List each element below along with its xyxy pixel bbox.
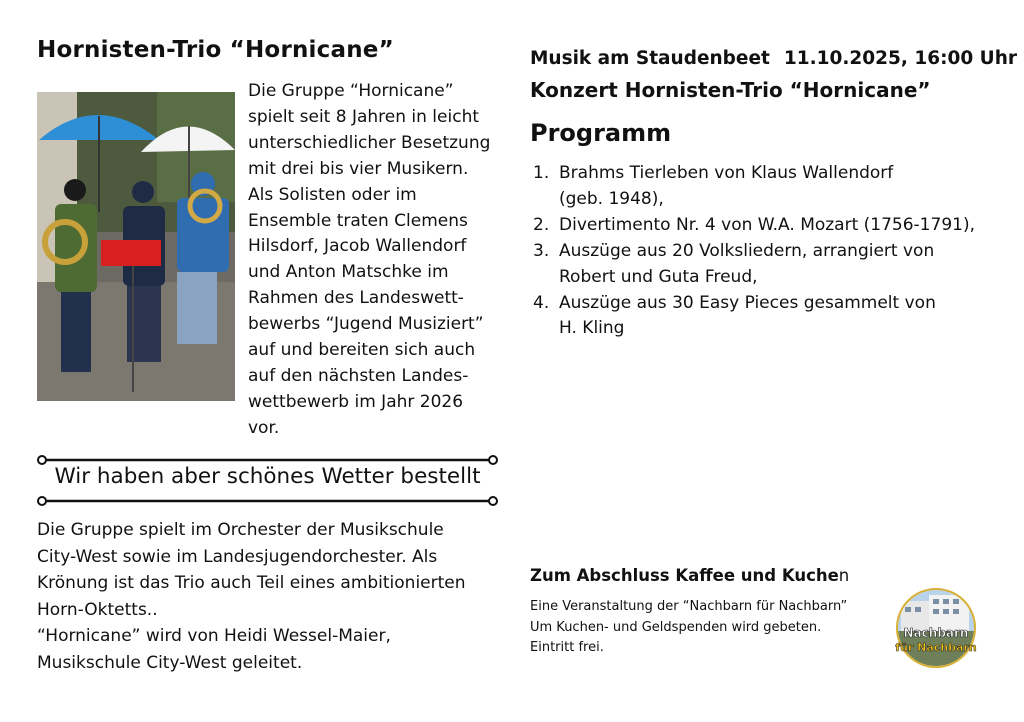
orchestra-line: Die Gruppe spielt im Orchester der Musikschule	[37, 520, 444, 540]
weather-banner: Wir haben aber schönes Wetter bestellt	[54, 464, 481, 489]
program-item-line: H. Kling	[559, 318, 625, 339]
closing-heading-tail: n	[838, 566, 850, 585]
program-item-number: 4.	[533, 292, 550, 313]
program-list	[533, 161, 1003, 342]
event-date: 11.10.2025, 16:00 Uhr	[783, 48, 1017, 69]
intro-line: Die Gruppe “Hornicane”	[248, 81, 454, 101]
logo-text-line1: Nachbarn	[903, 626, 969, 640]
program-item	[533, 213, 1003, 239]
intro-line: Hilsdorf, Jacob Wallendorf	[248, 236, 467, 257]
intro-line: Als Solisten oder im	[248, 184, 417, 205]
intro-line: und Anton Matschke im	[248, 262, 449, 283]
intro-line: auf den nächsten Landes-	[248, 365, 469, 386]
event-name: Musik am Staudenbeet	[530, 48, 770, 69]
intro-line: wettbewerb im Jahr 2026	[248, 391, 464, 412]
intro-line: spielt seit 8 Jahren in leicht	[248, 106, 480, 127]
footer-info	[530, 597, 847, 659]
event-header	[530, 48, 1017, 69]
program-item-number: 1.	[533, 163, 550, 183]
logo-text-line2: für Nachbarn	[895, 641, 977, 654]
program-item	[533, 161, 1003, 213]
program-item-number: 2.	[533, 214, 550, 235]
left-title: Hornisten-Trio “Hornicane”	[37, 37, 394, 63]
program-item-line: Brahms Tierleben von Klaus Wallendorf	[559, 163, 894, 183]
footer-line: Eine Veranstaltung der “Nachbarn für Nachbarn”	[530, 599, 848, 614]
intro-line: bewerbs “Jugend Musiziert”	[248, 314, 484, 335]
closing-heading	[530, 566, 849, 585]
banner-bottom-divider	[37, 494, 498, 508]
program-item	[533, 291, 1003, 343]
program-item-line: Auszüge aus 30 Easy Pieces gesammelt von	[559, 292, 936, 313]
intro-line: vor.	[248, 417, 280, 438]
program-item-line: Robert und Guta Freud,	[559, 266, 758, 287]
program-item-line: Auszüge aus 20 Volksliedern, arrangiert von	[559, 240, 935, 261]
orchestra-line: Musikschule City-West geleitet.	[37, 652, 303, 673]
concert-title: Konzert Hornisten-Trio “Hornicane”	[530, 78, 931, 102]
intro-line: unterschiedlicher Besetzung	[248, 132, 491, 153]
intro-line: Rahmen des Landeswett-	[248, 288, 464, 309]
intro-text	[248, 79, 513, 442]
program-item-line: (geb. 1948),	[559, 188, 664, 209]
orchestra-line: Horn-Oktetts..	[37, 599, 158, 620]
closing-heading-bold: Zum Abschluss Kaffee und Kuche	[530, 566, 839, 585]
program-item-number: 3.	[533, 240, 550, 261]
orchestra-text	[37, 517, 507, 677]
orchestra-line: City-West sowie im Landesjugendorchester. Als	[37, 546, 438, 567]
program-item-line: Divertimento Nr. 4 von W.A. Mozart (1756-1791),	[559, 214, 975, 235]
intro-line: mit drei bis vier Musikern.	[248, 158, 469, 179]
orchestra-line: Krönung ist das Trio auch Teil eines ambitionierten	[37, 573, 466, 594]
footer-line: Um Kuchen- und Geldspenden wird gebeten.	[530, 619, 822, 635]
program-item	[533, 239, 1003, 291]
footer-line: Eintritt frei.	[530, 640, 604, 655]
trio-photo	[37, 92, 235, 401]
program-heading: Programm	[530, 119, 672, 147]
nachbarn-logo	[895, 587, 977, 669]
orchestra-line: “Hornicane” wird von Heidi Wessel-Maier,	[37, 626, 391, 647]
intro-line: Ensemble traten Clemens	[248, 210, 468, 231]
intro-line: auf und bereiten sich auch	[248, 340, 476, 361]
